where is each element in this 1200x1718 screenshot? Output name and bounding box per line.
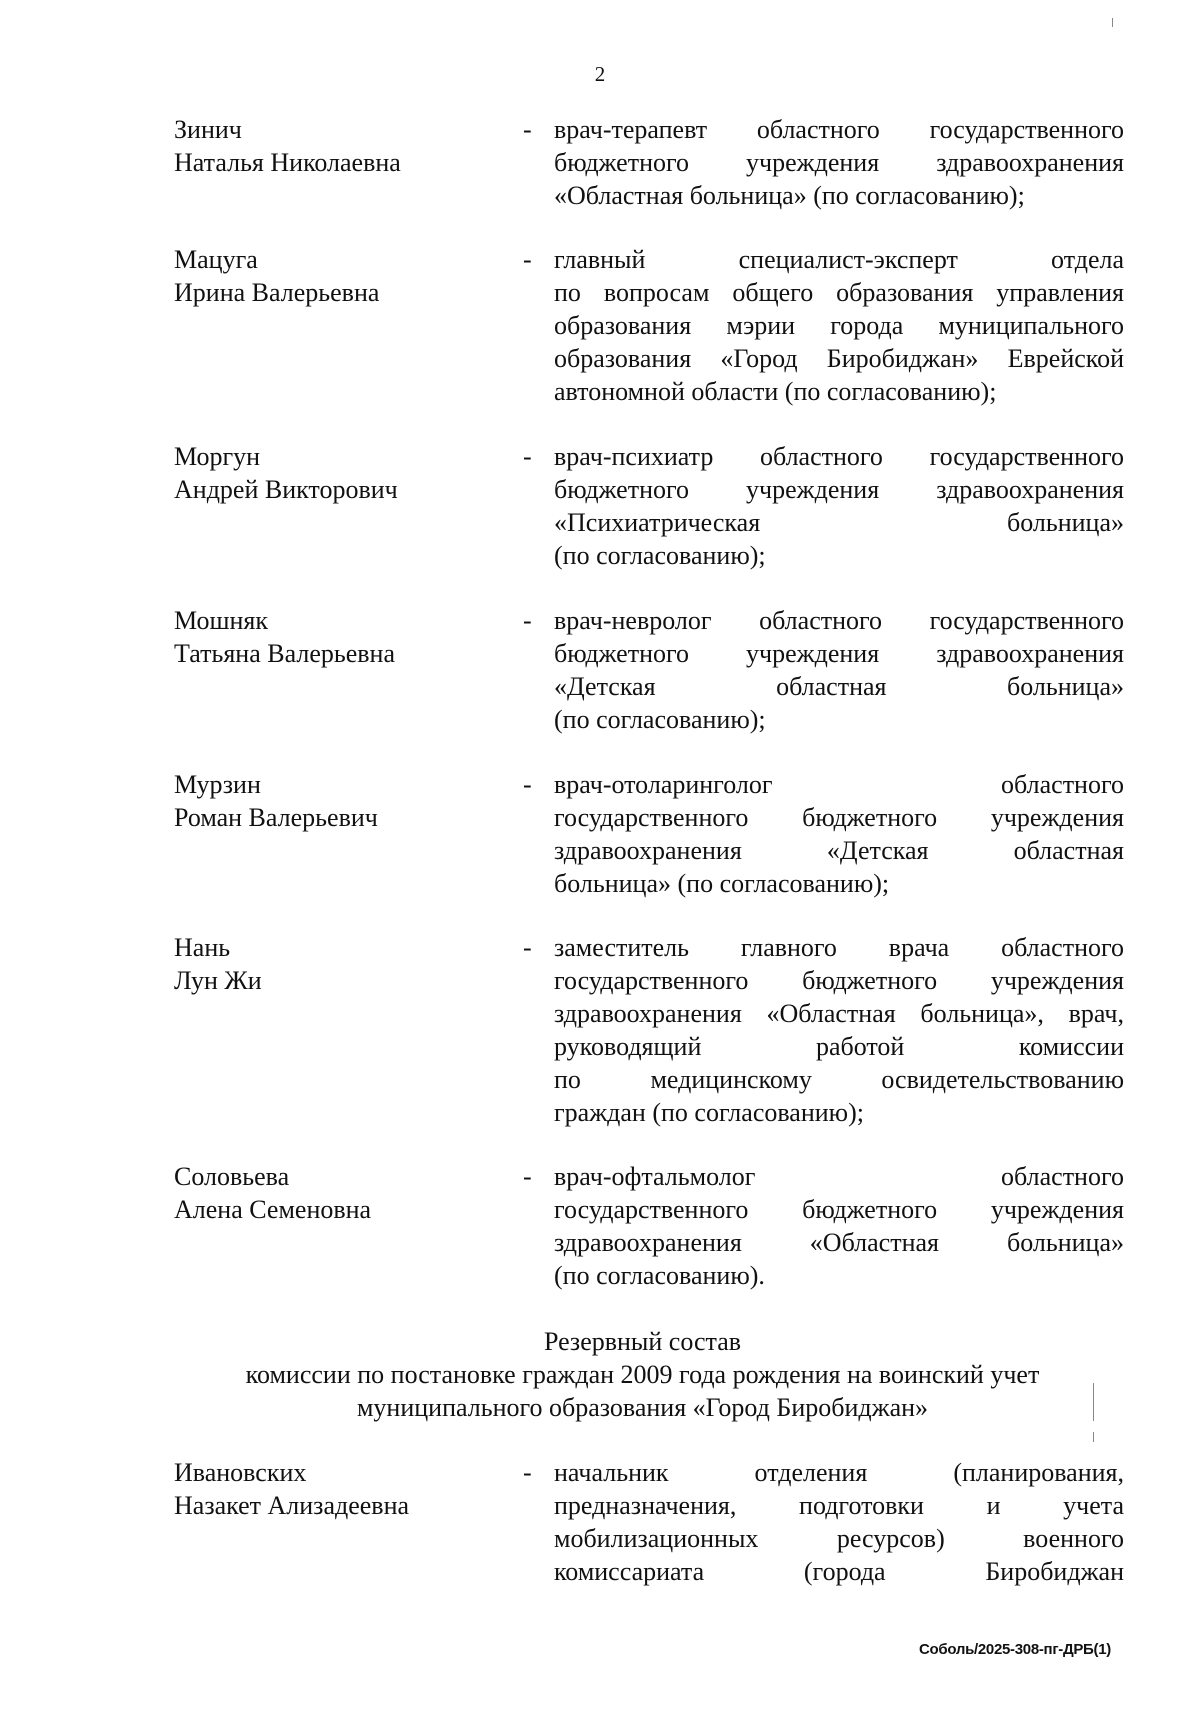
description-line: «Детская областная больница»	[554, 672, 1124, 701]
description-line: граждан (по согласованию);	[554, 1098, 864, 1127]
description-line: мобилизационных ресурсов) военного	[554, 1524, 1124, 1553]
description-line: врач-психиатр областного государственного	[554, 442, 1124, 471]
member-description	[554, 1160, 1124, 1292]
description-line: врач-офтальмолог областного	[554, 1162, 1124, 1191]
scan-artifact-mark	[1093, 1383, 1094, 1421]
description-line: бюджетного учреждения здравоохранения	[554, 639, 1124, 668]
member-description	[554, 1456, 1124, 1588]
member-name	[174, 440, 504, 506]
description-line: больница» (по согласованию);	[554, 869, 890, 898]
member-description	[554, 931, 1124, 1129]
document-code: Соболь/2025-308-пг-ДРБ(1)	[919, 1641, 1111, 1658]
description-line: здравоохранения «Детская областная	[554, 836, 1124, 865]
description-line: врач-отоларинголог областного	[554, 770, 1124, 799]
description-line: «Областная больница» (по согласованию);	[554, 181, 1025, 210]
description-line: комиссариата (города Биробиджан	[554, 1557, 1124, 1586]
member-given-names: Алена Семеновна	[174, 1195, 372, 1224]
member-surname: Мацуга	[174, 245, 258, 274]
description-line: бюджетного учреждения здравоохранения	[554, 148, 1124, 177]
member-given-names: Наталья Николаевна	[174, 148, 401, 177]
member-surname: Моргун	[174, 442, 261, 471]
member-given-names: Ирина Валерьевна	[174, 278, 380, 307]
member-dash: -	[523, 245, 532, 274]
member-name	[174, 604, 504, 670]
member-surname: Мурзин	[174, 770, 261, 799]
description-line: (по согласованию);	[554, 541, 766, 570]
member-surname: Нань	[174, 933, 231, 962]
member-given-names: Назакет Ализадеевна	[174, 1491, 410, 1520]
description-line: руководящий работой комиссии	[554, 1032, 1124, 1061]
reserve-heading-municipality: муниципального образования «Город Биробиджан»	[356, 1393, 929, 1422]
member-dash: -	[523, 770, 532, 799]
scan-artifact-mark	[1112, 18, 1113, 27]
member-dash: -	[523, 606, 532, 635]
description-line: по вопросам общего образования управления	[554, 278, 1124, 307]
description-line: (по согласованию).	[554, 1261, 765, 1290]
member-description	[554, 440, 1124, 572]
member-given-names: Роман Валерьевич	[174, 803, 378, 832]
description-line: государственного бюджетного учреждения	[554, 803, 1124, 832]
member-name	[174, 243, 504, 309]
description-line: образования «Город Биробиджан» Еврейской	[554, 344, 1124, 373]
member-name	[174, 1456, 504, 1522]
description-line: предназначения, подготовки и учета	[554, 1491, 1124, 1520]
member-dash: -	[523, 1458, 532, 1487]
member-name	[174, 931, 504, 997]
description-line: врач-невролог областного государственного	[554, 606, 1124, 635]
description-line: (по согласованию);	[554, 705, 766, 734]
member-surname: Ивановских	[174, 1458, 307, 1487]
description-line: заместитель главного врача областного	[554, 933, 1124, 962]
reserve-heading	[0, 1325, 1200, 1424]
reserve-heading-subtitle: комиссии по постановке граждан 2009 года рождения на воинский учет	[245, 1360, 1040, 1389]
description-line: государственного бюджетного учреждения	[554, 1195, 1124, 1224]
description-line: здравоохранения «Областная больница»	[554, 1228, 1124, 1257]
member-description	[554, 243, 1124, 408]
member-description	[554, 768, 1124, 900]
member-dash: -	[523, 1162, 532, 1191]
description-line: «Психиатрическая больница»	[554, 508, 1124, 537]
member-name	[174, 1160, 504, 1226]
description-line: здравоохранения «Областная больница», врач,	[554, 999, 1124, 1028]
description-line: автономной области (по согласованию);	[554, 377, 997, 406]
description-line: главный специалист-эксперт отдела	[554, 245, 1124, 274]
reserve-heading-title: Резервный состав	[543, 1327, 742, 1356]
member-given-names: Татьяна Валерьевна	[174, 639, 395, 668]
member-surname: Соловьева	[174, 1162, 290, 1191]
member-surname: Мошняк	[174, 606, 268, 635]
member-given-names: Андрей Викторович	[174, 475, 398, 504]
member-dash: -	[523, 442, 532, 471]
member-surname: Зинич	[174, 115, 242, 144]
description-line: начальник отделения (планирования,	[554, 1458, 1124, 1487]
description-line: по медицинскому освидетельствованию	[554, 1065, 1124, 1094]
scan-artifact-mark	[1093, 1432, 1094, 1442]
description-line: врач-терапевт областного государственного	[554, 115, 1124, 144]
member-name	[174, 768, 504, 834]
description-line: государственного бюджетного учреждения	[554, 966, 1124, 995]
member-dash: -	[523, 933, 532, 962]
member-description	[554, 113, 1124, 212]
member-given-names: Лун Жи	[174, 966, 262, 995]
member-dash: -	[523, 115, 532, 144]
description-line: бюджетного учреждения здравоохранения	[554, 475, 1124, 504]
member-name	[174, 113, 504, 179]
member-description	[554, 604, 1124, 736]
page-number: 2	[594, 62, 606, 86]
description-line: образования мэрии города муниципального	[554, 311, 1124, 340]
